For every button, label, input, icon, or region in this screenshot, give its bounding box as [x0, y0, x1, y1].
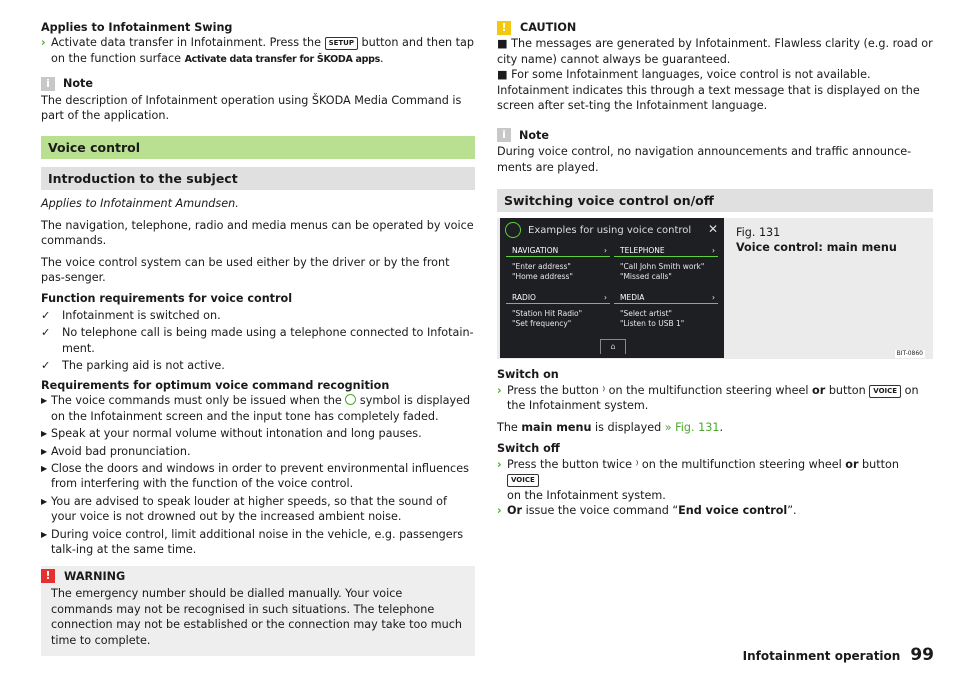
caution-header: [497, 20, 933, 35]
list-item: ▶ Close the doors and windows in order to prevent environmental influences from interfering with the function of the voice control.: [41, 462, 469, 491]
step-chevron-icon: ›: [41, 36, 46, 50]
list-item: ▶ Avoid bad pronunciation.: [41, 444, 191, 458]
infotainment-screen: [500, 218, 724, 358]
switch-on-step: › Press the button ⁾ on the multifunction steering wheel or button VOICE on the Infotainment system.: [497, 383, 919, 413]
caution-icon: !: [497, 21, 511, 35]
home-bar-icon: ⌂: [600, 339, 626, 354]
square-bullet-icon: ■: [497, 68, 512, 82]
note-label: Note: [519, 128, 549, 142]
intro-step-pre: Activate data transfer in Infotainment. Press the: [51, 36, 325, 50]
tile-radio: RADIO › "Station Hit Radio" "Set frequency": [506, 291, 610, 333]
section-voice-control: Voice control: [41, 136, 475, 159]
tile-media: MEDIA › "Select artist" "Listen to USB 1": [614, 291, 718, 333]
page-number: 99: [910, 644, 934, 665]
voice-symbol-icon: [345, 394, 356, 405]
list-item: ✓ Infotainment is switched on.: [41, 308, 221, 322]
triangle-bullet-icon: ▶: [41, 446, 48, 456]
caution-item-2: ■ For some Infotainment languages, voice control is not available. Infotainment indicates this through a text message that is displayed on the screen after set-ting the Infotainment language.: [497, 68, 920, 113]
intro-step-post: button and then tap on the function surface: [51, 36, 474, 65]
opt-title: Requirements for optimum voice command recognition: [41, 378, 390, 392]
setup-key: SETUP: [325, 37, 358, 50]
note-text: The description of Infotainment operation using ŠKODA Media Command is part of the application.: [41, 93, 462, 123]
step-chevron-icon: ›: [497, 457, 502, 471]
figure-title: Voice control: main menu: [736, 240, 897, 254]
caution-item-1: ■ The messages are generated by Infotainment. Flawless clarity (e.g. road or city name) cannot always be guaranteed.: [497, 37, 933, 66]
warning-header: [41, 569, 463, 584]
footer-section: Infotainment operation: [742, 648, 901, 663]
func-req-list: [41, 308, 475, 374]
note-label: Note: [63, 77, 93, 91]
note-header-right: [497, 128, 933, 143]
close-icon: ✕: [707, 222, 718, 237]
triangle-bullet-icon: ▶: [41, 396, 48, 406]
list-item: ▶ You are advised to speak louder at higher speeds, so that the sound of your voice is not drowned out by the increased ambient noise.: [41, 494, 447, 524]
step-chevron-icon: ›: [497, 383, 502, 397]
figure-number: Fig. 131: [736, 226, 781, 240]
intro-title: Applies to Infotainment Swing: [41, 21, 233, 34]
list-item: ✓ The parking aid is not active.: [41, 359, 225, 373]
or-command-step: › Or issue the voice command “End voice control”.: [497, 503, 797, 517]
list-item: ▶ Speak at your normal volume without intonation and long pauses.: [41, 427, 422, 441]
note-header: [41, 76, 475, 91]
applies-amundsen: Applies to Infotainment Amundsen.: [41, 197, 239, 211]
info-icon: i: [497, 128, 511, 142]
section-switching: Switching voice control on/off: [497, 189, 933, 212]
paragraph-2: The voice control system can be used either by the driver or by the front pas-senger.: [41, 255, 450, 285]
switch-off-step: › Press the button twice ⁾ on the multifunction steering wheel or button VOICE on the Infotainment system.: [497, 457, 899, 502]
tile-telephone: TELEPHONE › "Call John Smith work" "Missed calls": [614, 244, 718, 286]
exclamation-icon: !: [41, 569, 55, 583]
triangle-bullet-icon: ▶: [41, 529, 48, 539]
switch-on-title: Switch on: [497, 368, 559, 382]
triangle-bullet-icon: ▶: [41, 464, 48, 474]
square-bullet-icon: ■: [497, 37, 512, 51]
figure-code: BIT-0860: [896, 350, 923, 358]
function-surface-label: Activate data transfer for ŠKODA apps: [184, 53, 380, 65]
section-introduction: Introduction to the subject: [41, 167, 475, 190]
voice-symbol-icon: [505, 222, 521, 238]
triangle-bullet-icon: ▶: [41, 429, 48, 439]
voice-button-icon: ⁾: [635, 457, 639, 471]
intro-step-end: .: [379, 51, 384, 65]
warning-label: WARNING: [64, 569, 126, 583]
info-icon: i: [41, 77, 55, 91]
list-item: ▶ During voice control, limit additional noise in the vehicle, e.g. passengers talk-ing at the same time.: [41, 527, 464, 557]
figure-link[interactable]: » Fig. 131: [664, 420, 720, 434]
warning-box: [41, 566, 475, 656]
switch-off-title: Switch off: [497, 442, 560, 456]
check-icon: ✓: [41, 308, 51, 322]
caution-label: CAUTION: [520, 21, 577, 34]
main-menu-line: The main menu is displayed » Fig. 131.: [497, 420, 724, 434]
figure-131: [497, 218, 933, 359]
page-footer: [743, 644, 934, 667]
screen-title: Examples for using voice control: [528, 225, 692, 237]
func-req-title: Function requirements for voice control: [41, 292, 293, 306]
step-chevron-icon: ›: [497, 503, 502, 517]
check-icon: ✓: [41, 359, 51, 373]
tile-navigation: NAVIGATION › "Enter address" "Home address": [506, 244, 610, 286]
intro-step: [41, 35, 475, 66]
warning-text: The emergency number should be dialled manually. Your voice commands may not be recognised in such situations. The telephone connection may not be established or the connection may take too much time to complete.: [51, 587, 462, 647]
opt-list: [41, 393, 475, 558]
right-column: [497, 20, 933, 524]
note-text-right: During voice control, no navigation announcements and traffic announce-ments are played.: [497, 145, 912, 174]
list-item: ✓ No telephone call is being made using a telephone connected to Infotain-ment.: [41, 326, 474, 355]
voice-key: VOICE: [869, 385, 901, 398]
list-item: ▶ The voice commands must only be issued when the symbol is displayed on the Infotainment screen and the input tone has completely faded.: [41, 394, 471, 423]
check-icon: ✓: [41, 326, 51, 340]
paragraph-1: The navigation, telephone, radio and media menus can be operated by voice commands.: [41, 218, 474, 248]
triangle-bullet-icon: ▶: [41, 496, 48, 506]
left-column: [41, 20, 475, 656]
figure-caption: [736, 226, 897, 255]
voice-button-icon: ⁾: [602, 383, 606, 397]
voice-key: VOICE: [507, 474, 539, 487]
